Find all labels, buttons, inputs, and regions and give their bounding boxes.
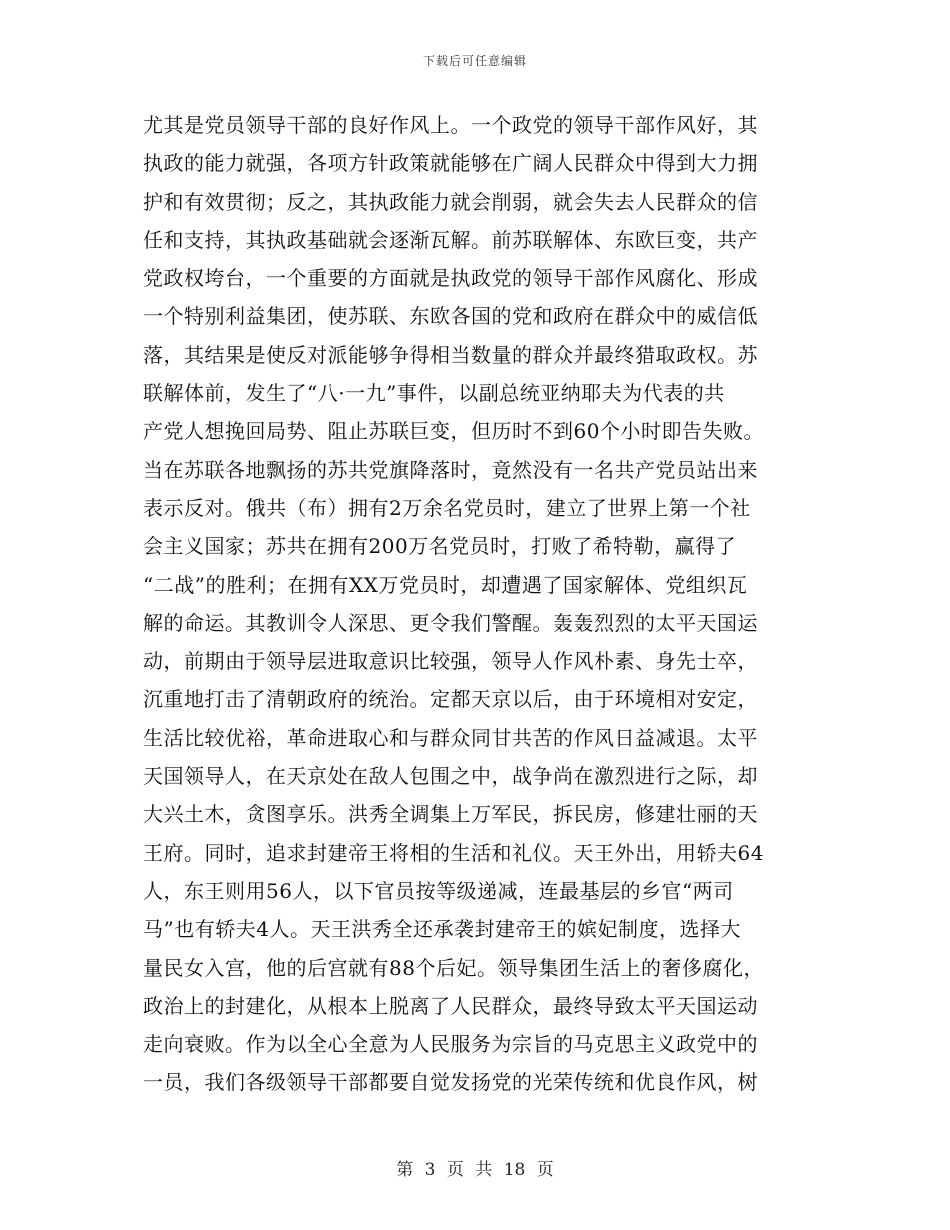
text-line: 生活比较优裕，革命进取心和与群众同甘共苦的作风日益减退。太平 [143, 725, 758, 750]
text-line: 尤其是党员领导干部的良好作风上。一个政党的领导干部作风好，其 [143, 113, 758, 137]
body-text [143, 106, 803, 1102]
text-line: 大兴土木，贪图享乐。洪秀全调集上万军民，拆民房，修建壮丽的天 [143, 802, 758, 827]
text-line: 表示反对。俄共（布）拥有2万余名党员时，建立了世界上第一个社 [143, 495, 751, 520]
text-line: 政治上的封建化，从根本上脱离了人民群众，最终导致太平天国运动 [143, 993, 758, 1018]
text-line: 动，前期由于领导层进取意识比较强，领导人作风朴素、身先士卒， [143, 649, 758, 674]
text-line: 落，其结果是使反对派能够争得相当数量的群众并最终猎取政权。苏 [143, 342, 758, 367]
header-note: 下载后可任意编辑 [422, 54, 527, 68]
text-line: 天国领导人，在天京处在敌人包围之中，战争尚在激烈进行之际，却 [143, 764, 758, 789]
text-line: 量民女入宫，他的后宫就有88个后妃。领导集团生活上的奢侈腐化， [143, 955, 764, 980]
text-line: 护和有效贯彻；反之，其执政能力就会削弱，就会失去人民群众的信 [143, 189, 758, 214]
text-line: 解的命运。其教训令人深思、更令我们警醒。轰轰烈烈的太平天国运 [143, 610, 758, 635]
text-line: 任和支持，其执政基础就会逐渐瓦解。前苏联解体、东欧巨变，共产 [143, 227, 758, 252]
text-line: 人，东王则用56人，以下官员按等级递减，连最基层的乡官“两司 [143, 878, 734, 903]
text-line: 一个特别利益集团，使苏联、东欧各国的党和政府在群众中的威信低 [143, 304, 758, 329]
text-line: 执政的能力就强，各项方针政策就能够在广阔人民群众中得到大力拥 [143, 151, 758, 176]
text-line: 会主义国家；苏共在拥有200万名党员时，打败了希特勒，赢得了 [143, 534, 737, 559]
text-line: 沉重地打击了清朝政府的统治。定都天京以后，由于环境相对安定， [143, 687, 758, 712]
text-line: 走向衰败。作为以全心全意为人民服务为宗旨的马克思主义政党中的 [143, 1032, 758, 1057]
text-line: 党政权垮台，一个重要的方面就是执政党的领导干部作风腐化、形成 [143, 266, 758, 291]
text-line: 产党人想挽回局势、阻止苏联巨变，但历时不到60个小时即告失败。 [143, 419, 764, 444]
text-line: 当在苏联各地飘扬的苏共党旗降落时，竟然没有一名共产党员站出来 [143, 457, 758, 482]
text-line: “二战”的胜利；在拥有XX万党员时，却遭遇了国家解体、党组织瓦 [143, 572, 748, 597]
text-line: 王府。同时，追求封建帝王将相的生活和礼仪。天王外出，用轿夫64 [143, 840, 764, 865]
text-line: 一员，我们各级领导干部都要自觉发扬党的光荣传统和优良作风，树 [143, 1070, 758, 1095]
text-line: 马”也有轿夫4人。天王洪秀全还承袭封建帝王的嫔妃制度，选择大 [143, 917, 741, 942]
text-line: 联解体前，发生了“八·一九”事件，以副总统亚纳耶夫为代表的共 [143, 381, 725, 406]
page-number-footer: 第 3 页 共 18 页 [396, 1160, 554, 1180]
